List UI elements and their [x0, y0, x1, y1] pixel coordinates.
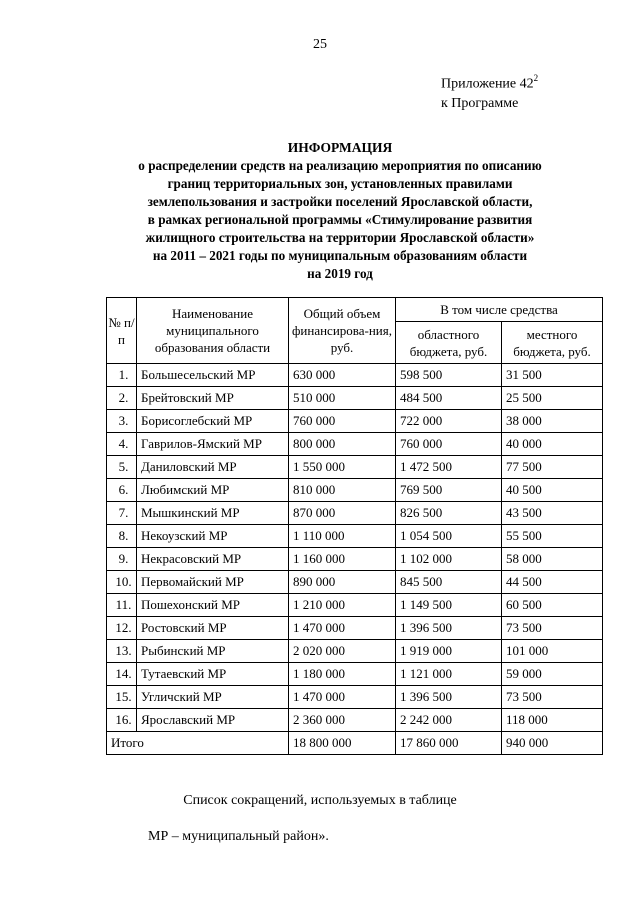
row-regional: 1 054 500 — [396, 525, 502, 548]
table-row — [107, 410, 603, 433]
row-municipality: Некрасовский МР — [137, 548, 289, 571]
row-regional: 2 242 000 — [396, 709, 502, 732]
row-municipality: Брейтовский МР — [137, 387, 289, 410]
row-local: 118 000 — [502, 709, 603, 732]
row-number: 3. — [107, 410, 137, 433]
row-local: 60 500 — [502, 594, 603, 617]
abbreviation-definition: МР – муниципальный район». — [148, 829, 329, 844]
title-line: границ территориальных зон, установленных правилами — [167, 176, 513, 191]
header-including: В том числе средства — [396, 298, 603, 322]
row-regional: 1 149 500 — [396, 594, 502, 617]
header-number: № п/п — [107, 298, 137, 364]
row-total-funding: 1 180 000 — [289, 663, 396, 686]
row-municipality: Ростовский МР — [137, 617, 289, 640]
row-total-funding: 810 000 — [289, 479, 396, 502]
title-line: на 2011 – 2021 годы по муниципальным образованиям области — [152, 248, 528, 263]
row-number: 11. — [107, 594, 137, 617]
row-municipality: Угличский МР — [137, 686, 289, 709]
row-total-funding: 760 000 — [289, 410, 396, 433]
title-line: землепользования и застройки поселений Ярославской области, — [147, 194, 533, 209]
appendix-reference — [441, 70, 538, 113]
row-total-funding: 1 470 000 — [289, 686, 396, 709]
row-local: 58 000 — [502, 548, 603, 571]
row-number: 8. — [107, 525, 137, 548]
header-local-budget: местного бюджета, руб. — [502, 322, 603, 364]
row-total-funding: 510 000 — [289, 387, 396, 410]
page-number: 25 — [313, 37, 327, 52]
document-title — [90, 139, 590, 283]
title-line: жилищного строительства на территории Ярославской области» — [145, 230, 535, 245]
row-municipality: Ярославский МР — [137, 709, 289, 732]
table-row — [107, 571, 603, 594]
table-row — [107, 364, 603, 387]
row-regional: 826 500 — [396, 502, 502, 525]
row-number: 12. — [107, 617, 137, 640]
row-local: 101 000 — [502, 640, 603, 663]
appendix-superscript: 2 — [533, 73, 539, 83]
row-municipality: Рыбинский МР — [137, 640, 289, 663]
row-total-funding: 1 550 000 — [289, 456, 396, 479]
row-number: 7. — [107, 502, 137, 525]
row-number: 13. — [107, 640, 137, 663]
row-number: 4. — [107, 433, 137, 456]
row-local: 43 500 — [502, 502, 603, 525]
row-municipality: Некоузский МР — [137, 525, 289, 548]
title-line: о распределении средств на реализацию мероприятия по описанию — [138, 158, 542, 173]
abbreviations-heading: Список сокращений, используемых в таблице — [183, 793, 457, 808]
row-local: 44 500 — [502, 571, 603, 594]
row-municipality: Мышкинский МР — [137, 502, 289, 525]
total-row — [107, 732, 603, 755]
row-total-funding: 1 110 000 — [289, 525, 396, 548]
title-line: в рамках региональной программы «Стимулирование развития — [147, 212, 533, 227]
row-municipality: Любимский МР — [137, 479, 289, 502]
row-local: 55 500 — [502, 525, 603, 548]
row-number: 9. — [107, 548, 137, 571]
row-municipality: Гаврилов-Ямский МР — [137, 433, 289, 456]
row-regional: 1 102 000 — [396, 548, 502, 571]
row-total-funding: 870 000 — [289, 502, 396, 525]
row-number: 6. — [107, 479, 137, 502]
table-row — [107, 663, 603, 686]
row-regional: 1 919 000 — [396, 640, 502, 663]
total-local: 940 000 — [502, 732, 603, 755]
row-local: 40 500 — [502, 479, 603, 502]
title-line: на 2019 год — [307, 266, 373, 281]
header-municipality: Наименование муниципального образования области — [137, 298, 289, 364]
appendix-line-1: Приложение $42^2$ — [441, 73, 539, 92]
table-row — [107, 387, 603, 410]
row-total-funding: 1 470 000 — [289, 617, 396, 640]
row-local: 59 000 — [502, 663, 603, 686]
row-municipality: Борисоглебский МР — [137, 410, 289, 433]
title-heading: ИНФОРМАЦИЯ — [287, 140, 393, 155]
row-local: 40 000 — [502, 433, 603, 456]
row-regional: 722 000 — [396, 410, 502, 433]
funding-table — [106, 297, 603, 755]
row-local: 25 500 — [502, 387, 603, 410]
row-total-funding: 1 210 000 — [289, 594, 396, 617]
row-regional: 1 396 500 — [396, 686, 502, 709]
row-regional: 769 500 — [396, 479, 502, 502]
total-regional: 17 860 000 — [396, 732, 502, 755]
table-row — [107, 640, 603, 663]
appendix-line-2: к Программе — [441, 95, 519, 111]
row-regional: 484 500 — [396, 387, 502, 410]
row-number: 5. — [107, 456, 137, 479]
row-local: 73 500 — [502, 686, 603, 709]
row-local: 38 000 — [502, 410, 603, 433]
row-total-funding: 800 000 — [289, 433, 396, 456]
row-local: 77 500 — [502, 456, 603, 479]
row-total-funding: 1 160 000 — [289, 548, 396, 571]
row-municipality: Тутаевский МР — [137, 663, 289, 686]
row-regional: 598 500 — [396, 364, 502, 387]
row-total-funding: 2 020 000 — [289, 640, 396, 663]
header-regional-budget: областного бюджета, руб. — [396, 322, 502, 364]
row-regional: 845 500 — [396, 571, 502, 594]
row-total-funding: 890 000 — [289, 571, 396, 594]
table-row — [107, 617, 603, 640]
row-regional: 1 472 500 — [396, 456, 502, 479]
table-body — [107, 364, 603, 732]
row-regional: 760 000 — [396, 433, 502, 456]
row-number: 10. — [107, 571, 137, 594]
table-row — [107, 525, 603, 548]
row-regional: 1 396 500 — [396, 617, 502, 640]
row-number: 1. — [107, 364, 137, 387]
row-municipality: Пошехонский МР — [137, 594, 289, 617]
total-funding: 18 800 000 — [289, 732, 396, 755]
row-municipality: Большесельский МР — [137, 364, 289, 387]
row-number: 15. — [107, 686, 137, 709]
header-total-funding: Общий объем финансирова-ния, руб. — [289, 298, 396, 364]
table-row — [107, 709, 603, 732]
row-local: 73 500 — [502, 617, 603, 640]
row-municipality: Даниловский МР — [137, 456, 289, 479]
row-municipality: Первомайский МР — [137, 571, 289, 594]
total-label: Итого — [107, 732, 289, 755]
row-total-funding: 630 000 — [289, 364, 396, 387]
row-number: 16. — [107, 709, 137, 732]
table-row — [107, 456, 603, 479]
table-row — [107, 433, 603, 456]
row-number: 2. — [107, 387, 137, 410]
row-local: 31 500 — [502, 364, 603, 387]
table-row — [107, 594, 603, 617]
row-number: 14. — [107, 663, 137, 686]
table-row — [107, 686, 603, 709]
table-row — [107, 502, 603, 525]
row-regional: 1 121 000 — [396, 663, 502, 686]
table-row — [107, 479, 603, 502]
row-total-funding: 2 360 000 — [289, 709, 396, 732]
table-row — [107, 548, 603, 571]
